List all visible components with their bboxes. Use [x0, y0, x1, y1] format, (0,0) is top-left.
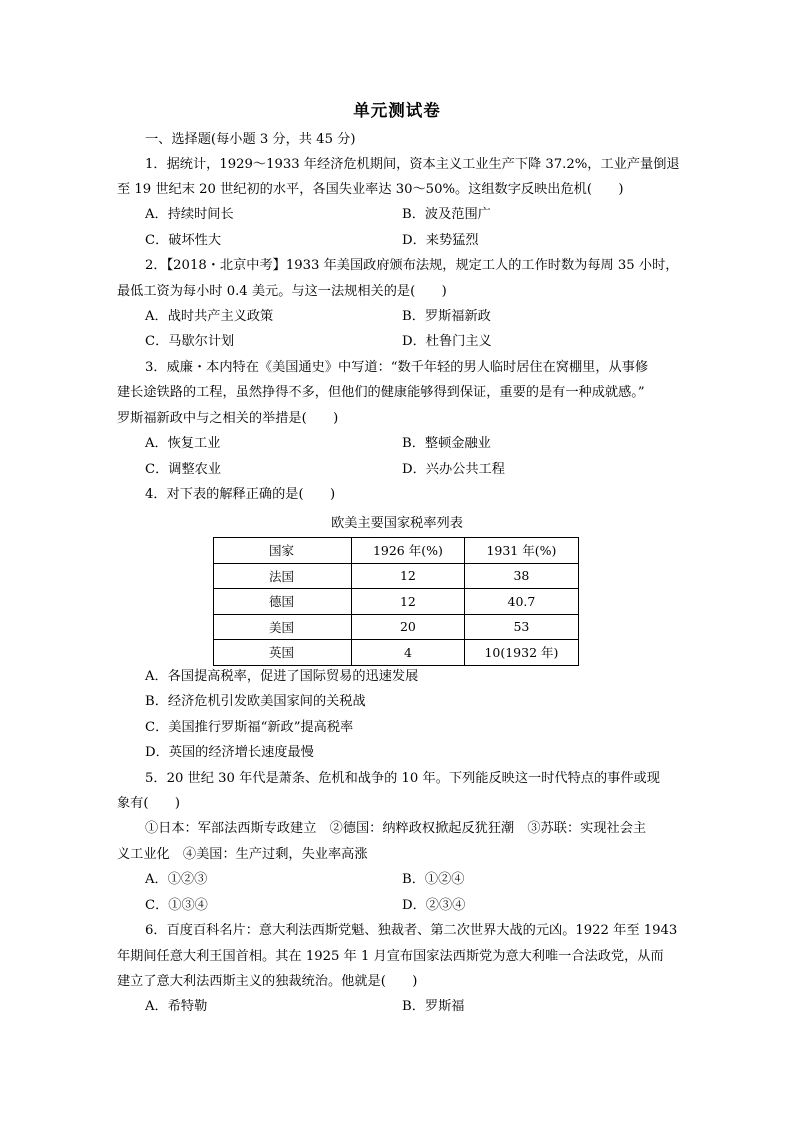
- question-5-option-d: D．②③④: [402, 898, 466, 913]
- table-cell: 英国: [214, 640, 352, 666]
- question-2-option-c: C．马歇尔计划: [145, 334, 235, 349]
- question-5-option-c: C．①③④: [145, 898, 208, 913]
- table-row: [214, 563, 579, 589]
- question-2-option-a: A．战时共产主义政策: [145, 309, 274, 324]
- question-5-line-2: 象有( ): [117, 796, 181, 811]
- question-3-line-2: 建长途铁路的工程，虽然挣得不多，但他们的健康能够得到保证，重要的是有一种成就感。”: [117, 385, 645, 400]
- question-1-option-d: D．来势猛烈: [402, 233, 479, 248]
- question-4-option-d: D．英国的经济增长速度最慢: [145, 745, 314, 760]
- table-header-cell: 国家: [214, 538, 352, 564]
- question-1-option-b: B．波及范围广: [402, 207, 491, 222]
- table-cell: 38: [464, 563, 578, 589]
- table-cell: 20: [352, 614, 465, 640]
- table-cell: 德国: [214, 589, 352, 615]
- question-2-line-1: 2．【2018・北京中考】1933 年美国政府颁布法规，规定工人的工作时数为每周 35 小时，: [145, 258, 679, 273]
- question-1-line-1: 1．据统计，1929～1933 年经济危机期间，资本主义工业生产下降 37.2%，工业产量倒退: [145, 157, 680, 172]
- table-row: [214, 614, 579, 640]
- question-6-line-2: 年期间任意大利王国首相。其在 1925 年 1 月宣布国家法西斯党为意大利唯一合法政党，从而: [117, 949, 664, 964]
- question-5-option-a: A．①②③: [145, 872, 208, 887]
- table-cell: 美国: [214, 614, 352, 640]
- question-5-line-3: ①日本：军部法西斯专政建立 ②德国：纳粹政权掀起反犹狂潮 ③苏联：实现社会主: [145, 821, 647, 836]
- question-4-option-a: A．各国提高税率，促进了国际贸易的迅速发展: [145, 669, 419, 684]
- question-3-line-1: 3．威廉・本内特在《美国通史》中写道：“数千年轻的男人临时居住在窝棚里，从事修: [145, 360, 649, 375]
- question-1-option-c: C．破坏性大: [145, 233, 222, 248]
- page-title: 单元测试卷: [353, 101, 441, 120]
- question-6-line-3: 建立了意大利法西斯主义的独裁统治。他就是( ): [117, 974, 418, 989]
- question-6-line-1: 6．百度百科名片：意大利法西斯党魁、独裁者、第二次世界大战的元凶。1922 年至 1943: [145, 923, 678, 938]
- question-5-option-b: B．①②④: [402, 872, 465, 887]
- question-4-option-c: C．美国推行罗斯福“新政”提高税率: [145, 720, 354, 735]
- table-row: [214, 640, 579, 666]
- question-3-option-a: A．恢复工业: [145, 436, 221, 451]
- table-cell: 10(1932 年): [464, 640, 578, 666]
- table-cell: 53: [464, 614, 578, 640]
- question-2-line-2: 最低工资为每小时 0.4 美元。与这一法规相关的是( ): [117, 284, 447, 299]
- question-6-option-b: B．罗斯福: [402, 999, 465, 1014]
- question-3-option-c: C．调整农业: [145, 462, 222, 477]
- question-3-option-d: D．兴办公共工程: [402, 462, 505, 477]
- table-cell: 12: [352, 589, 465, 615]
- table-cell: 12: [352, 563, 465, 589]
- table-header-cell: 1931 年(%): [464, 538, 578, 564]
- section-heading: 一、选择题(每小题 3 分，共 45 分): [145, 132, 356, 147]
- question-3-option-b: B．整顿金融业: [402, 436, 491, 451]
- table-row: [214, 589, 579, 615]
- question-4-option-b: B．经济危机引发欧美国家间的关税战: [145, 694, 366, 709]
- table-header-row: [214, 538, 579, 564]
- table-cell: 4: [352, 640, 465, 666]
- question-4-line-1: 4．对下表的解释正确的是( ): [145, 487, 336, 502]
- table-cell: 40.7: [464, 589, 578, 615]
- table-caption: 欧美主要国家税率列表: [331, 516, 463, 531]
- question-1-option-a: A．持续时间长: [145, 207, 234, 222]
- table-header-cell: 1926 年(%): [352, 538, 465, 564]
- question-6-option-a: A．希特勒: [145, 999, 208, 1014]
- question-1-line-2: 至 19 世纪末 20 世纪初的水平，各国失业率达 30～50%。这组数字反映出危机( ): [117, 182, 624, 197]
- table-cell: 法国: [214, 563, 352, 589]
- question-2-option-b: B．罗斯福新政: [402, 309, 491, 324]
- question-5-line-4: 义工业化 ④美国：生产过剩，失业率高涨: [117, 847, 368, 862]
- question-2-option-d: D．杜鲁门主义: [402, 334, 492, 349]
- question-3-line-3: 罗斯福新政中与之相关的举措是( ): [117, 411, 339, 426]
- tax-rate-table: [213, 537, 579, 666]
- question-5-line-1: 5．20 世纪 30 年代是萧条、危机和战争的 10 年。下列能反映这一时代特点的事件或现: [145, 771, 660, 786]
